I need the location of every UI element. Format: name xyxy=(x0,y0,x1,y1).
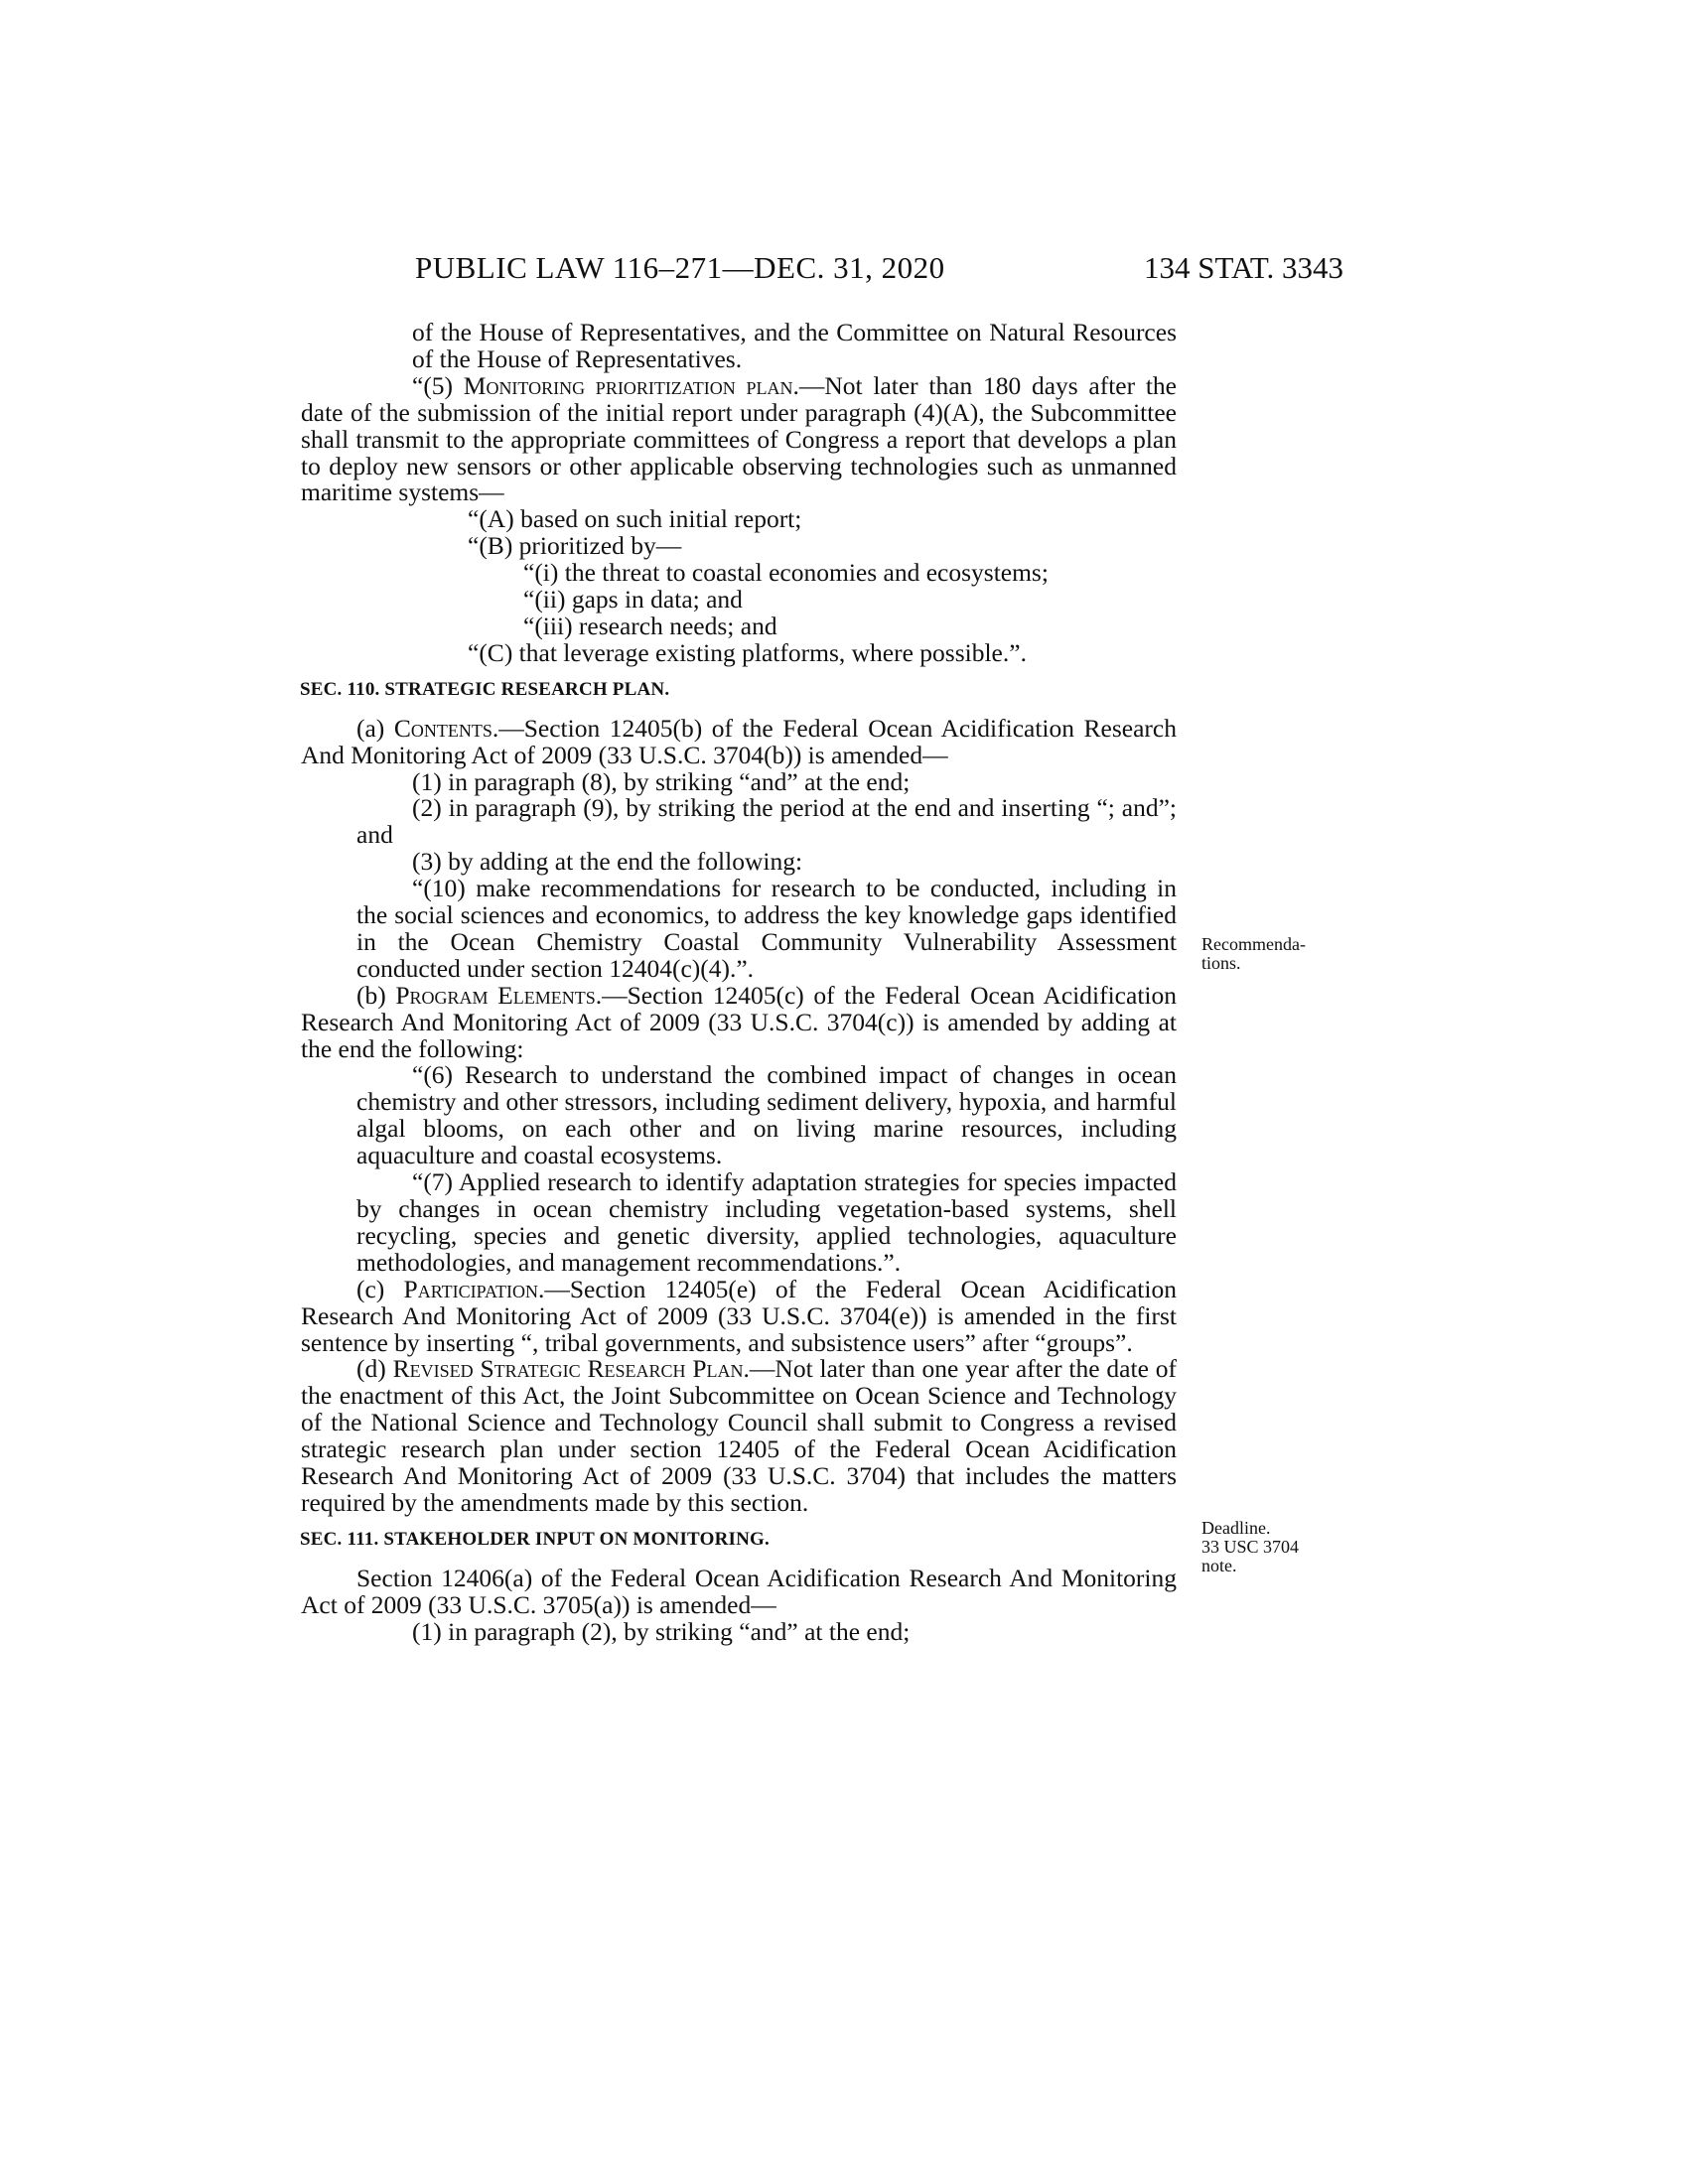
continued-paragraph xyxy=(301,320,1177,373)
amendment-2: (2) in paragraph (9), by striking the period at the end and inserting “; and”; and xyxy=(356,793,1177,850)
running-header-page-number: 134 STAT. 3343 xyxy=(1144,250,1344,285)
body-text-column xyxy=(301,320,1177,1646)
clause-i: “(i) the threat to coastal economies and ecosystems; xyxy=(523,558,1049,588)
subsection-d xyxy=(301,1356,1177,1516)
subsection-label: (b) xyxy=(356,980,396,1010)
paragraph-text: .—Not later than 180 days after the date of the submission of the initial report under paragraph (4)(A), the Subcommittee shall transmit to the appropriate committees of Congress a report that develops a plan to deploy new sensors or other applicable observing technologies such as unmanned maritime systems— xyxy=(301,370,1177,507)
subparagraph-b: “(B) prioritized by— xyxy=(468,531,682,561)
subsection-text: .—Section 12405(b) of the Federal Ocean Acidification Research And Monitoring Act of 2009 (33 U.S.C. 3704(b)) is amended— xyxy=(301,713,1177,769)
margin-note-recommendations: Recommenda- tions. xyxy=(1201,934,1306,973)
subsection-label: (c) xyxy=(356,1274,404,1303)
amendment-1: (1) in paragraph (8), by striking “and” at the end; xyxy=(412,766,911,796)
subsection-label: (a) xyxy=(356,713,394,743)
section-111-amendment-1: (1) in paragraph (2), by striking “and” at the end; xyxy=(412,1616,911,1646)
subsection-heading: Program Elements xyxy=(395,980,596,1010)
amendment-3: (3) by adding at the end the following: xyxy=(412,847,803,877)
subsection-heading: Revised Strategic Research Plan xyxy=(392,1354,744,1384)
subsection-b xyxy=(301,980,1177,1063)
subsection-label: (d) xyxy=(356,1354,393,1384)
subsection-heading: Contents xyxy=(393,713,492,743)
subparagraph-c: “(C) that leverage existing platforms, where possible.”. xyxy=(468,637,1027,667)
section-111-heading: SEC. 111. STAKEHOLDER INPUT ON MONITORING. xyxy=(300,1528,770,1550)
subsection-text: .—Section 12405(e) of the Federal Ocean Acidification Research And Monitoring Act of 2009 (33 U.S.C. 3704(e)) is amended in the first sentence by inserting “, tribal governments, and subsistence users” after “groups”. xyxy=(301,1274,1177,1357)
subsection-c xyxy=(301,1274,1177,1357)
subsection-a xyxy=(301,713,1177,769)
clause-ii: “(ii) gaps in data; and xyxy=(523,585,743,614)
inserted-paragraph-6: “(6) Research to understand the combined impact of changes in ocean chemistry and other stressors, including sediment delivery, hypoxia, and harmful algal blooms, on each other and on living marine resources, including aquaculture and coastal ecosystems. xyxy=(356,1060,1177,1170)
subsection-text: .—Section 12405(c) of the Federal Ocean Acidification Research And Monitoring Act of 2009 (33 U.S.C. 3704(c)) is amended by adding at the end the following: xyxy=(301,980,1177,1063)
subsection-text: .—Not later than one year after the date of the enactment of this Act, the Joint Subcommittee on Ocean Science and Technology of the National Science and Technology Council shall submit to Congress a revised strategic research plan under section 12405 of the Federal Ocean Acidification Research And Monitoring Act of 2009 (33 U.S.C. 3704) that includes the matters required by the amendments made by this section. xyxy=(301,1354,1178,1517)
section-110-heading: SEC. 110. STRATEGIC RESEARCH PLAN. xyxy=(300,678,670,700)
section-111-text: Section 12406(a) of the Federal Ocean Acidification Research And Monitoring Act of 2009 (33 U.S.C. 3705(a)) is amended— xyxy=(301,1563,1177,1619)
running-header-title: PUBLIC LAW 116–271—DEC. 31, 2020 xyxy=(415,250,945,285)
inserted-paragraph-10: “(10) make recommendations for research to be conducted, including in the social sciences and economics, to address the key knowledge gaps identified in the Ocean Chemistry Coastal Community Vulnerability Assessment conducted under section 12404(c)(4).”. xyxy=(356,874,1177,983)
inserted-paragraph-7: “(7) Applied research to identify adaptation strategies for species impacted by changes in ocean chemistry including vegetation-based systems, shell recycling, species and genetic diversity, applied technologies, aquaculture methodologies, and management recommendations.”. xyxy=(356,1167,1177,1277)
subparagraph-a: “(A) based on such initial report; xyxy=(468,504,802,534)
paragraph-number: “(5) xyxy=(412,370,464,400)
margin-note-deadline: Deadline. 33 USC 3704 note. xyxy=(1201,1518,1300,1575)
paragraph-text: of the House of Representatives, and the Committee on Natural Resources of the House of Representatives. xyxy=(412,318,1177,373)
paragraph-5 xyxy=(301,370,1177,507)
paragraph-heading: Monitoring prioritization plan xyxy=(463,370,793,400)
subsection-heading: Participation xyxy=(403,1274,538,1303)
clause-iii: “(iii) research needs; and xyxy=(523,611,777,640)
